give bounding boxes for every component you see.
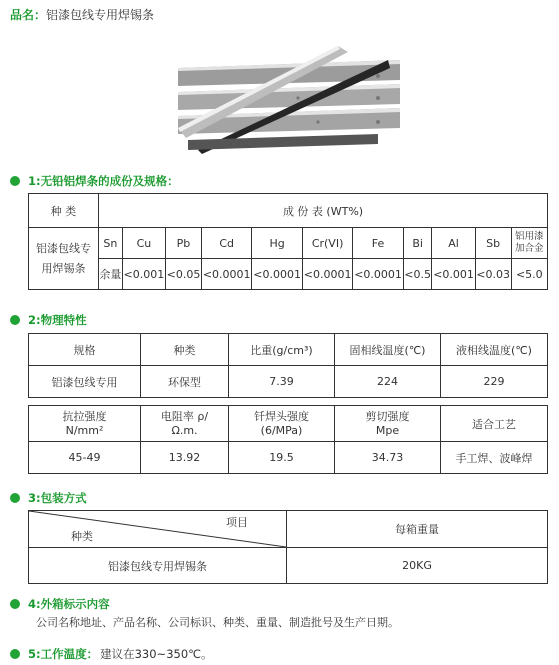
header-text: 钎焊头强度 (6/MPa) xyxy=(254,409,309,437)
product-photo xyxy=(178,40,400,158)
section4-text: 公司名称地址、产品名称、公司标识、种类、重量、制造批号及生产日期。 xyxy=(36,616,399,629)
element-cell: Hg xyxy=(252,228,302,259)
element-cell: Sb xyxy=(475,228,511,259)
product-name: 铝漆包线专用焊锡条 xyxy=(46,8,155,22)
element-cell: Cu xyxy=(122,228,165,259)
element-cell xyxy=(511,228,547,259)
package-type: 铝漆包线专用焊锡条 xyxy=(29,548,287,584)
value-cell: <0.0001 xyxy=(302,259,352,290)
header-cell xyxy=(141,406,229,442)
value-cell: <0.03 xyxy=(475,259,511,290)
header-text: 剪切强度 Mpe xyxy=(365,409,410,437)
bullet-icon xyxy=(10,176,20,186)
product-title xyxy=(10,6,154,23)
value-cell: 铝漆包线专用 xyxy=(29,366,141,398)
packaging-table xyxy=(28,510,548,584)
element-cell: Cd xyxy=(201,228,251,259)
value-cell: <0.0001 xyxy=(201,259,251,290)
bullet-icon xyxy=(10,315,20,325)
element-cell: Bi xyxy=(403,228,432,259)
value-cell: 余量 xyxy=(99,259,123,290)
value-cell: <5.0 xyxy=(511,259,547,290)
header-cell: 固相线温度(℃) xyxy=(335,334,441,366)
section2-heading xyxy=(10,312,87,328)
section3-heading xyxy=(10,490,87,506)
element-cell: Al xyxy=(432,228,475,259)
section3-title: 3:包装方式 xyxy=(28,491,87,505)
element-cell: Sn xyxy=(99,228,123,259)
section5-heading xyxy=(10,646,213,662)
section1-title: 1:无铅铝焊条的成份及规格： xyxy=(28,174,179,188)
value-cell: 环保型 xyxy=(141,366,229,398)
section4-title: 4:外箱标示内容 xyxy=(28,597,110,611)
type-header: 种 类 xyxy=(29,194,99,228)
element-text: 铝用漆加合金 xyxy=(515,231,544,254)
value-cell: <0.001 xyxy=(432,259,475,290)
header-cell: 种类 xyxy=(141,334,229,366)
element-cell: Fe xyxy=(353,228,403,259)
weight-header: 每箱重量 xyxy=(287,511,548,548)
section4-heading xyxy=(10,596,110,612)
value-cell: 19.5 xyxy=(229,442,335,474)
composition-table xyxy=(28,193,548,290)
value-cell: <0.05 xyxy=(166,259,202,290)
diagonal-header-cell xyxy=(29,511,287,548)
composition-header: 成 份 表 (WT%) xyxy=(99,194,548,228)
product-label: 品名： xyxy=(10,8,47,22)
header-cell xyxy=(29,406,141,442)
header-cell: 比重(g/cm³) xyxy=(229,334,335,366)
bullet-icon xyxy=(10,599,20,609)
section5-title: 5:工作温度： xyxy=(28,647,99,661)
type-header: 种类 xyxy=(71,530,93,543)
element-cell: Pb xyxy=(166,228,202,259)
header-cell: 液相线温度(℃) xyxy=(441,334,548,366)
header-cell xyxy=(335,406,441,442)
header-cell xyxy=(229,406,335,442)
value-cell: 7.39 xyxy=(229,366,335,398)
type-name xyxy=(29,228,99,290)
section5-text: 建议在330~350℃。 xyxy=(100,647,213,661)
physical-table-b xyxy=(28,405,548,474)
type-name-text: 铝漆包线专用焊锡条 xyxy=(36,241,91,275)
bullet-icon xyxy=(10,493,20,503)
value-cell: <0.5 xyxy=(403,259,432,290)
value-cell: <0.001 xyxy=(122,259,165,290)
value-cell: 224 xyxy=(335,366,441,398)
header-text: 电阻率 ρ/Ω.m. xyxy=(160,409,209,437)
element-cell: Cr(VI) xyxy=(302,228,352,259)
section2-title: 2:物理特性 xyxy=(28,313,87,327)
value-cell: 34.73 xyxy=(335,442,441,474)
header-cell: 规格 xyxy=(29,334,141,366)
section1-heading xyxy=(10,173,179,189)
value-cell: <0.0001 xyxy=(252,259,302,290)
bullet-icon xyxy=(10,649,20,659)
value-cell: 45-49 xyxy=(29,442,141,474)
physical-table-a xyxy=(28,333,548,398)
header-cell: 适合工艺 xyxy=(441,406,548,442)
value-cell: <0.0001 xyxy=(353,259,403,290)
item-header: 项目 xyxy=(226,516,248,529)
value-cell: 手工焊、波峰焊 xyxy=(441,442,548,474)
value-cell: 229 xyxy=(441,366,548,398)
header-text: 抗拉强度 N/mm² xyxy=(62,409,107,437)
value-cell: 13.92 xyxy=(141,442,229,474)
package-weight: 20KG xyxy=(287,548,548,584)
